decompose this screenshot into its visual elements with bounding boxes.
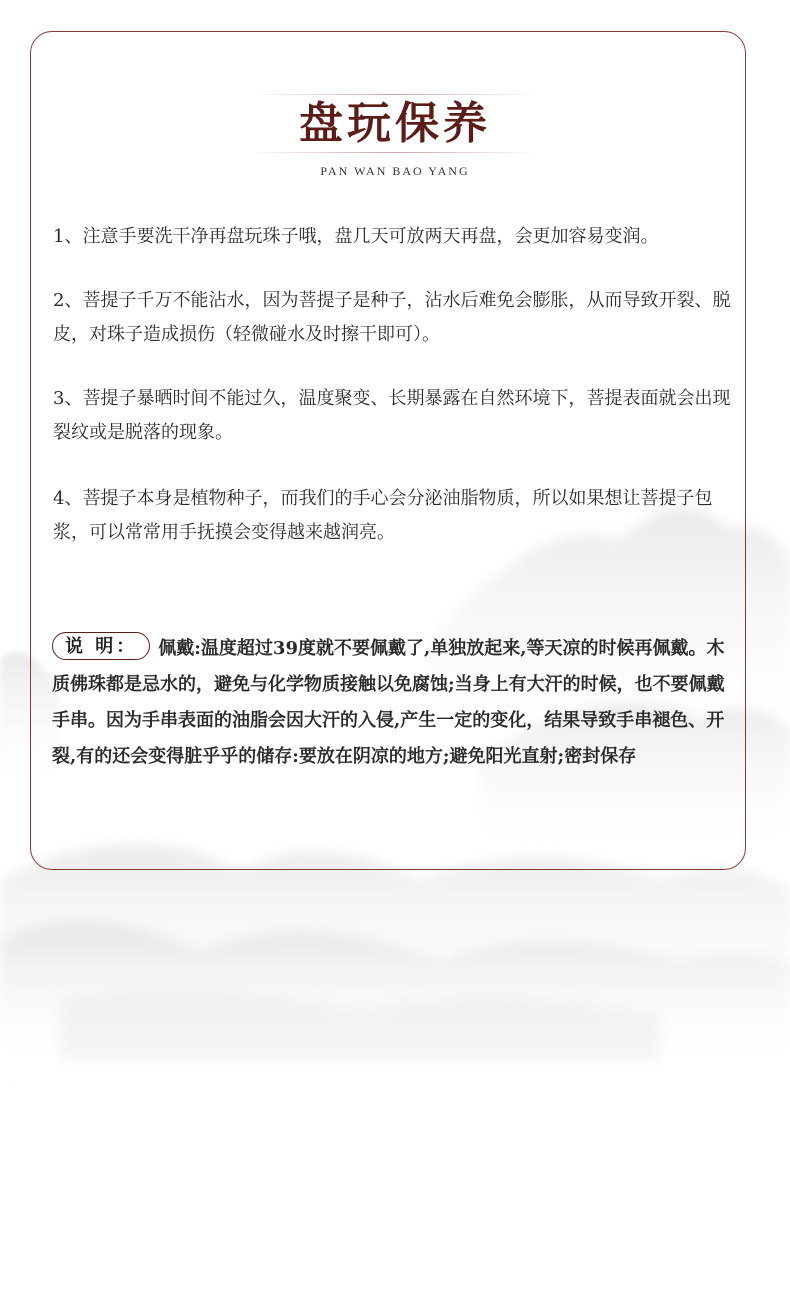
list-item: 3、菩提子暴晒时间不能过久，温度聚变、长期暴露在自然环境下，菩提表面就会出现裂纹或是脱落的现象。 <box>53 388 731 443</box>
title-divider-top <box>250 94 540 95</box>
list-item: 2、菩提子千万不能沾水，因为菩提子是种子，沾水后难免会膨胀，从而导致开裂、脱皮，对珠子造成损伤（轻微碰水及时擦干即可）。 <box>53 290 731 345</box>
page-subtitle: PAN WAN BAO YANG <box>320 164 470 178</box>
page-title: 盘玩保养 <box>299 98 491 149</box>
list-item: 1、注意手要洗干净再盘玩珠子哦，盘几天可放两天再盘，会更加容易变润。 <box>53 226 659 247</box>
note-section <box>52 631 732 775</box>
note-text: 佩戴:温度超过39度就不要佩戴了,单独放起来,等天凉的时候再佩戴。木质佛珠都是忌水的，避免与化学物质接触以免腐蚀;当身上有大汗的时候，也不要佩戴手串。因为手串表面的油脂会因大汗的入侵,产生一定的变化，结果导致手串褪色、开裂,有的还会变得脏乎乎的储存:要放在阴凉的地方;避免阳光直射;密封保存 <box>52 638 725 767</box>
note-label-badge: 说 明： <box>52 632 150 660</box>
list-item: 4、菩提子本身是植物种子，而我们的手心会分泌油脂物质，所以如果想让菩提子包浆，可以常常用手抚摸会变得越来越润亮。 <box>53 488 713 543</box>
title-divider-bottom <box>250 152 540 153</box>
